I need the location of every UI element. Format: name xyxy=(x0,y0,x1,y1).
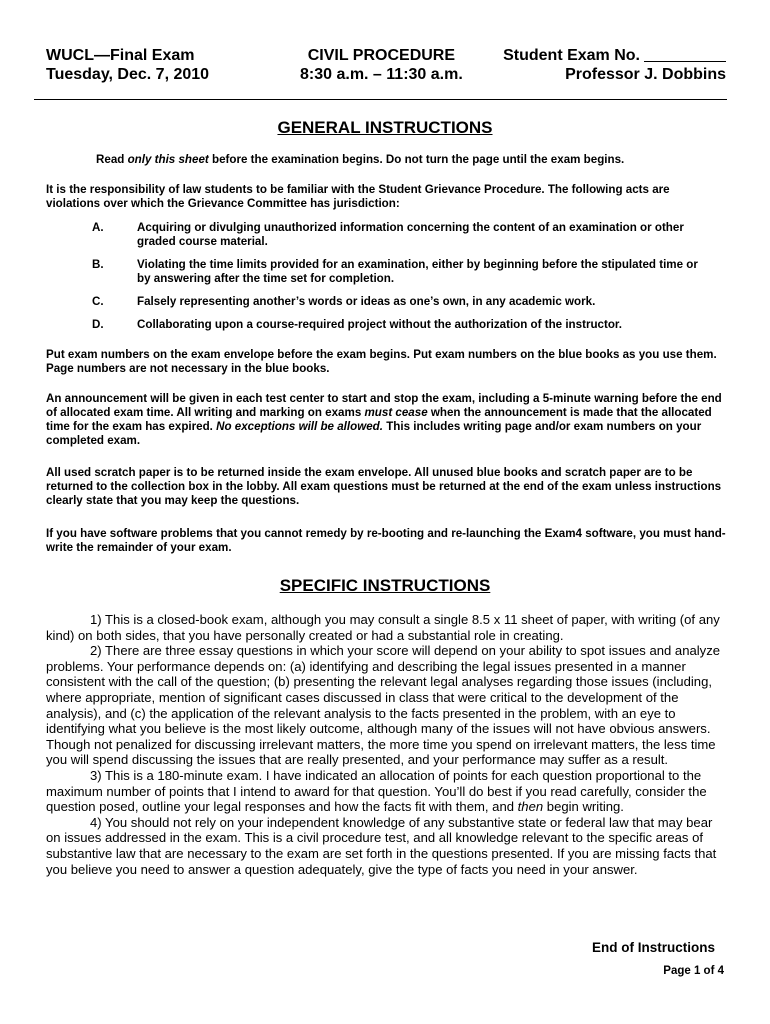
read-emphasis: only this sheet xyxy=(127,153,209,166)
item3-text: 3) This is a 180-minute exam. I have indicated an allocation of points for each question proportional to the maximum number of points that I intend to award for that question. You’ll do best if you read carefully, consider the question posed, outline your legal responses and how the facts fit with them, and xyxy=(46,767,707,815)
header-middle xyxy=(300,46,463,84)
instruction-item-3 xyxy=(46,768,728,815)
announcement-text-1: An announcement will be given in each test center to start and stop the exam, including a 5-minute warning before the end of allocated exam time. All writing and marking on exams xyxy=(46,392,722,419)
violation-text: Collaborating upon a course-required project without the authorization of the instructor. xyxy=(137,318,623,331)
header-right xyxy=(503,46,726,84)
course-name: CIVIL PROCEDURE xyxy=(307,47,456,64)
professor-name: Professor J. Dobbins xyxy=(565,66,726,83)
violation-text: Falsely representing another’s words or ideas as one’s own, in any academic work. xyxy=(137,295,596,308)
page-number: Page 1 of 4 xyxy=(663,965,724,977)
read-pre: Read xyxy=(96,153,128,166)
instruction-item-1: 1) This is a closed-book exam, although you may consult a single 8.5 x 11 sheet of paper, with writing (of any kind) on both sides, that you have personally created or had a substantial role in creating. xyxy=(46,612,720,643)
end-of-instructions: End of Instructions xyxy=(592,940,715,955)
school-exam-label: WUCL—Final Exam xyxy=(46,47,195,64)
exam-time: 8:30 a.m. – 11:30 a.m. xyxy=(300,66,463,83)
exam-header xyxy=(46,46,726,98)
announcement-paragraph xyxy=(46,392,726,448)
responsibility-paragraph: It is the responsibility of law students to be familiar with the Student Grievance Procedure. The following acts are violations over which the Grievance Committee has jurisdiction: xyxy=(46,183,670,210)
student-exam-no-label: Student Exam No. xyxy=(503,47,640,64)
scratch-paper-paragraph: All used scratch paper is to be returned inside the exam envelope. All unused blue books and scratch paper are to be returned to the collection box in the lobby. All exam questions must be returned at the end of the exam unless instructions clearly state that you may keep the questions. xyxy=(46,466,722,507)
violation-letter: B. xyxy=(92,258,104,271)
read-only-sheet-paragraph xyxy=(96,153,716,167)
header-left xyxy=(46,46,209,84)
announcement-emphasis-2: No exceptions will be allowed. xyxy=(216,420,383,433)
violation-text: Acquiring or divulging unauthorized information concerning the content of an examination or other graded course material. xyxy=(137,221,684,248)
specific-instructions-title: SPECIFIC INSTRUCTIONS xyxy=(279,576,491,595)
read-post: before the examination begins. Do not turn the page until the exam begins. xyxy=(208,153,625,166)
instruction-item-2: 2) There are three essay questions in which your score will depend on your ability to spot issues and analyze problems. Your performance depends on: (a) identifying and describing the legal issues presented in a manner consistent with the call of the question; (b) presenting the relevant legal analyses regarding those issues (including, where appropriate, mention of significant cases discussed in class that were critical to the development of the analysis), and (c) the application of the relevant analysis to the facts presented in the problem, with an eye to identifying what you believe is the most likely outcome, although many of the issues will not have obvious answers. Though not penalized for discussing irrelevant matters, the more time you spend on irrelevant matters, the less time you will spend discussing the issues that are really presented, and your performance may suffer as a result. xyxy=(46,643,721,768)
violation-letter: D. xyxy=(92,318,104,331)
software-problems-paragraph: If you have software problems that you cannot remedy by re-booting and re-launching the Exam4 software, you must hand-write the remainder of your exam. xyxy=(46,527,726,554)
announcement-text-3: This includes writing page and/or exam numbers on your completed exam. xyxy=(46,420,702,447)
header-divider xyxy=(34,99,727,100)
violation-letter: A. xyxy=(92,221,104,234)
item3-emphasis: then xyxy=(517,799,544,815)
violation-letter: C. xyxy=(92,295,104,308)
general-instructions-title: GENERAL INSTRUCTIONS xyxy=(277,118,493,137)
specific-instructions-body xyxy=(46,612,728,877)
announcement-emphasis-1: must cease xyxy=(364,406,428,419)
violation-text: Violating the time limits provided for an examination, either by beginning before the stipulated time or by answering after the time set for completion. xyxy=(137,258,698,285)
instruction-item-4: 4) You should not rely on your independent knowledge of any substantive state or federal law that may bear on issues addressed in the exam. This is a civil procedure test, and all knowledge relevant to the specific areas of substantive law that are necessary to the exam are set forth in the questions presented. If you are missing facts that you believe you need to answer a question adequately, give the type of facts you need in your answer. xyxy=(46,814,717,877)
student-exam-no-blank xyxy=(644,47,726,62)
exam-date: Tuesday, Dec. 7, 2010 xyxy=(46,66,210,83)
exam-numbers-paragraph: Put exam numbers on the exam envelope before the exam begins. Put exam numbers on the blue books as you use them. Page numbers are not necessary in the blue books. xyxy=(46,348,717,375)
announcement-text-2: when the announcement is made that the allocated time for the exam has expired. xyxy=(46,406,712,433)
item3-text-end: begin writing. xyxy=(543,799,624,815)
